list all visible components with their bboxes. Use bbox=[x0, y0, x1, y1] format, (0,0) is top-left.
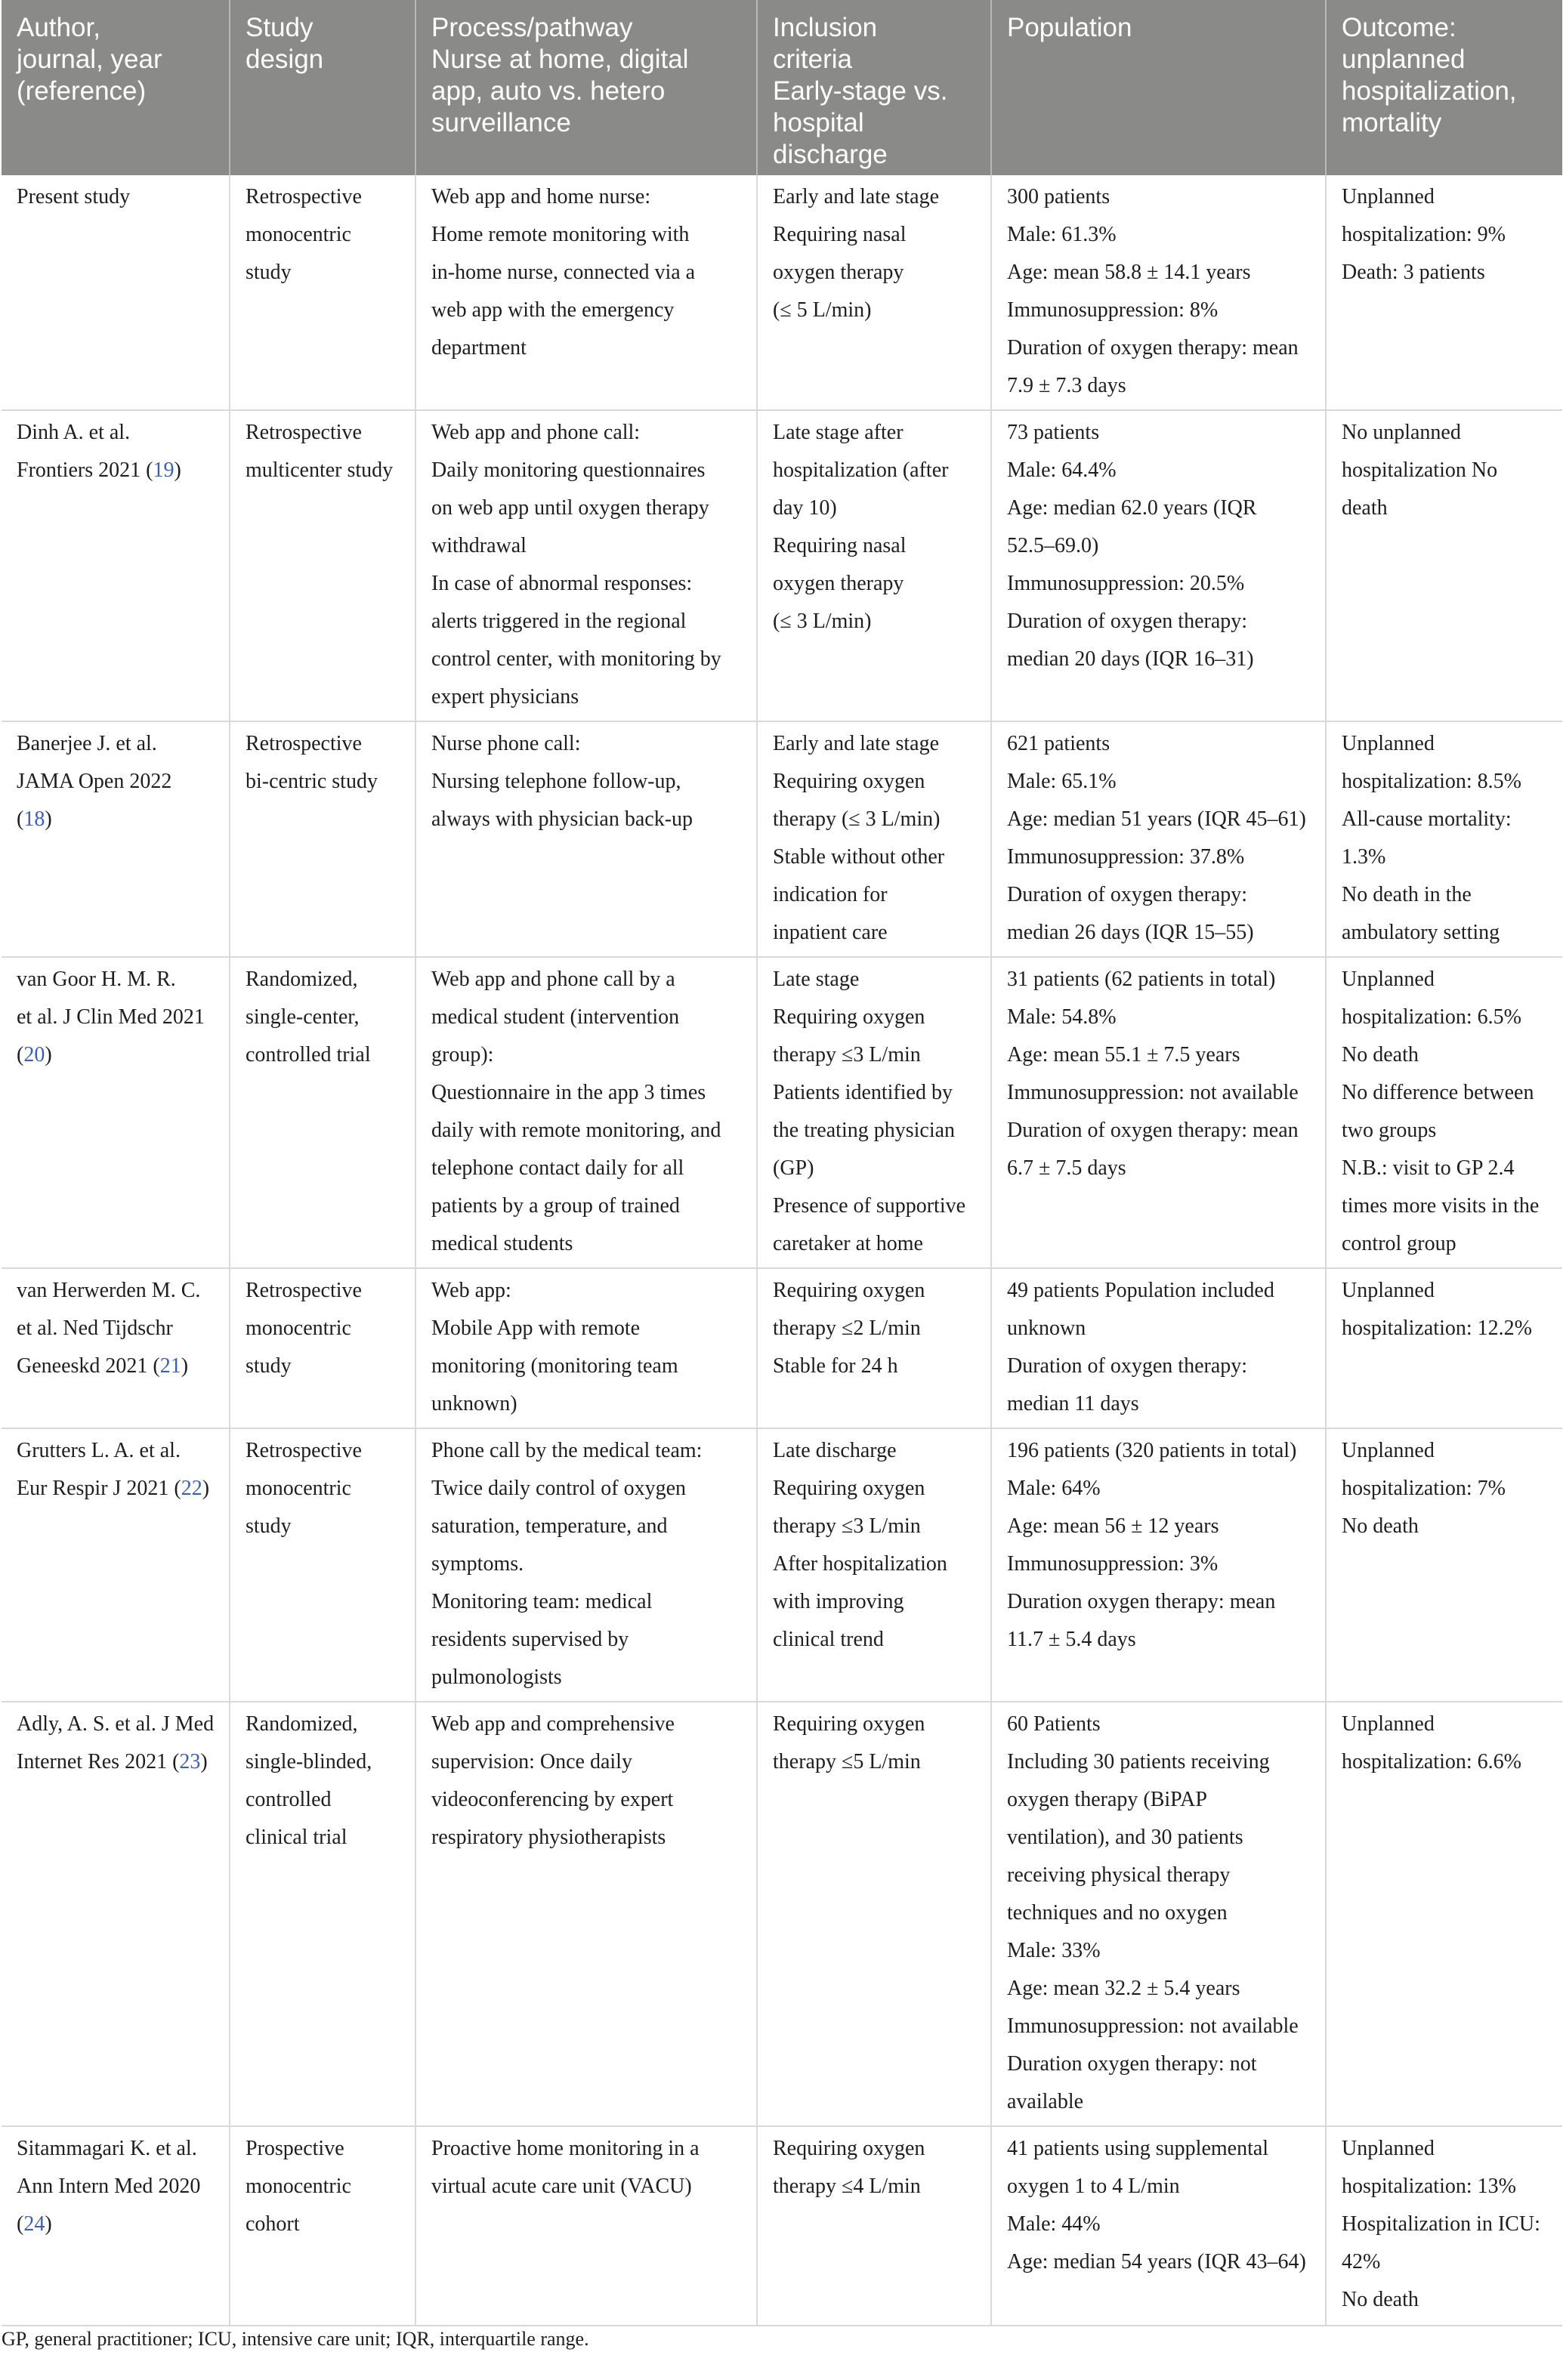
studies-comparison-table bbox=[2, 0, 1562, 2326]
cell-line: Male: 64.4% bbox=[1007, 458, 1117, 482]
cell-line: Internet Res 2021 (23) bbox=[17, 1750, 208, 1773]
cell-line: Unplanned bbox=[1342, 732, 1435, 755]
cell-population bbox=[991, 410, 1326, 721]
cell-line: Eur Respir J 2021 (22) bbox=[17, 1477, 210, 1500]
cell-author bbox=[2, 721, 230, 957]
cell-line: Grutters L. A. et al. bbox=[17, 1439, 181, 1462]
cell-line: Duration of oxygen therapy: bbox=[1007, 1354, 1248, 1378]
cell-line: No death bbox=[1342, 2288, 1419, 2311]
cell-line: therapy ≤3 L/min bbox=[773, 1514, 921, 1538]
cell-line: the treating physician bbox=[773, 1119, 956, 1142]
cell-author bbox=[2, 1428, 230, 1702]
header-line: surveillance bbox=[431, 108, 571, 137]
cell-line: monocentric bbox=[246, 223, 351, 246]
cell-line: Unplanned bbox=[1342, 185, 1435, 208]
cell-line: Retrospective bbox=[246, 185, 362, 208]
cell-line: All-cause mortality: bbox=[1342, 807, 1512, 831]
cell-line: hospitalization: 9% bbox=[1342, 223, 1506, 246]
cell-line: Phone call by the medical team: bbox=[431, 1439, 703, 1462]
cell-line: Sitammagari K. et al. bbox=[17, 2137, 197, 2160]
cell-outcome bbox=[1326, 175, 1562, 410]
cell-line: Immunosuppression: 8% bbox=[1007, 298, 1219, 322]
cell-line: withdrawal bbox=[431, 534, 527, 557]
cell-outcome bbox=[1326, 1702, 1562, 2126]
cell-line: therapy ≤5 L/min bbox=[773, 1750, 921, 1773]
cell-line: clinical trend bbox=[773, 1628, 884, 1651]
header-line: app, auto vs. hetero bbox=[431, 76, 666, 106]
cell-line: bi-centric study bbox=[246, 770, 378, 793]
cell-process bbox=[415, 1268, 757, 1428]
header-line: unplanned bbox=[1342, 45, 1466, 74]
cell-line: In case of abnormal responses: bbox=[431, 572, 693, 595]
cell-line: respiratory physiotherapists bbox=[431, 1826, 666, 1849]
cell-population bbox=[991, 1428, 1326, 1702]
cell-line: 31 patients (62 patients in total) bbox=[1007, 968, 1276, 991]
cell-line: medical students bbox=[431, 1232, 573, 1255]
cell-line: hospitalization No bbox=[1342, 458, 1498, 482]
cell-line: day 10) bbox=[773, 496, 837, 520]
cell-line: Age: mean 58.8 ± 14.1 years bbox=[1007, 261, 1251, 284]
cell-line: JAMA Open 2022 bbox=[17, 770, 172, 793]
cell-line: control group bbox=[1342, 1232, 1456, 1255]
cell-line: Requiring oxygen bbox=[773, 1712, 925, 1736]
cell-line: supervision: Once daily bbox=[431, 1750, 632, 1773]
cell-line: Web app and home nurse: bbox=[431, 185, 651, 208]
cell-line: Present study bbox=[17, 185, 131, 208]
cell-line: median 20 days (IQR 16–31) bbox=[1007, 647, 1254, 671]
cell-study-design bbox=[230, 1268, 415, 1428]
cell-line: Including 30 patients receiving bbox=[1007, 1750, 1270, 1773]
cell-line: monocentric bbox=[246, 1477, 351, 1500]
cell-line: Daily monitoring questionnaires bbox=[431, 458, 706, 482]
cell-line: therapy ≤3 L/min bbox=[773, 1043, 921, 1067]
cell-author bbox=[2, 175, 230, 410]
cell-line: hospitalization: 6.6% bbox=[1342, 1750, 1521, 1773]
cell-population bbox=[991, 175, 1326, 410]
cell-line: oxygen 1 to 4 L/min bbox=[1007, 2175, 1180, 2198]
cell-line: Age: mean 55.1 ± 7.5 years bbox=[1007, 1043, 1240, 1067]
cell-study-design bbox=[230, 2126, 415, 2326]
table-row bbox=[2, 2126, 1562, 2326]
cell-line: (≤ 5 L/min) bbox=[773, 298, 872, 322]
cell-line: 300 patients bbox=[1007, 185, 1110, 208]
cell-author bbox=[2, 1268, 230, 1428]
cell-line: Immunosuppression: 3% bbox=[1007, 1552, 1219, 1576]
cell-line: Unplanned bbox=[1342, 1439, 1435, 1462]
cell-line: 11.7 ± 5.4 days bbox=[1007, 1628, 1136, 1651]
cell-line: web app with the emergency bbox=[431, 298, 675, 322]
cell-population bbox=[991, 1268, 1326, 1428]
cell-line: Proactive home monitoring in a bbox=[431, 2137, 700, 2160]
cell-inclusion bbox=[757, 1428, 991, 1702]
cell-line: Requiring oxygen bbox=[773, 1477, 925, 1500]
cell-line: Unplanned bbox=[1342, 1712, 1435, 1736]
cell-line: 7.9 ± 7.3 days bbox=[1007, 374, 1126, 397]
cell-line: Requiring nasal bbox=[773, 534, 907, 557]
cell-study-design bbox=[230, 1428, 415, 1702]
cell-line: Duration of oxygen therapy: bbox=[1007, 883, 1248, 906]
cell-line: monocentric bbox=[246, 1317, 351, 1340]
cell-line: Unplanned bbox=[1342, 2137, 1435, 2160]
cell-line: 42% bbox=[1342, 2250, 1381, 2274]
cell-line: Duration oxygen therapy: mean bbox=[1007, 1590, 1276, 1613]
cell-process bbox=[415, 721, 757, 957]
header-population bbox=[991, 0, 1326, 175]
cell-outcome bbox=[1326, 721, 1562, 957]
cell-line: daily with remote monitoring, and bbox=[431, 1119, 721, 1142]
cell-line: (≤ 3 L/min) bbox=[773, 610, 872, 633]
cell-line: Retrospective bbox=[246, 1279, 362, 1302]
cell-line: hospitalization: 6.5% bbox=[1342, 1005, 1521, 1029]
cell-inclusion bbox=[757, 1268, 991, 1428]
header-row bbox=[2, 0, 1562, 175]
cell-study-design bbox=[230, 410, 415, 721]
cell-line: unknown) bbox=[431, 1392, 517, 1415]
cell-inclusion bbox=[757, 721, 991, 957]
cell-line: monitoring (monitoring team bbox=[431, 1354, 678, 1378]
cell-line: Randomized, bbox=[246, 1712, 358, 1736]
cell-process bbox=[415, 175, 757, 410]
cell-outcome bbox=[1326, 1428, 1562, 1702]
cell-inclusion bbox=[757, 957, 991, 1268]
cell-line: van Goor H. M. R. bbox=[17, 968, 176, 991]
header-line: hospitalization, bbox=[1342, 76, 1517, 106]
header-study-design bbox=[230, 0, 415, 175]
cell-line: Nurse phone call: bbox=[431, 732, 581, 755]
reference-link[interactable]: 22 bbox=[181, 1477, 202, 1500]
reference-link[interactable]: 23 bbox=[179, 1750, 201, 1773]
cell-line: Retrospective bbox=[246, 732, 362, 755]
cell-inclusion bbox=[757, 1702, 991, 2126]
cell-line: Early and late stage bbox=[773, 185, 940, 208]
cell-line: Age: mean 32.2 ± 5.4 years bbox=[1007, 1977, 1240, 2000]
header-line: criteria bbox=[773, 45, 853, 74]
cell-author bbox=[2, 410, 230, 721]
cell-line: Duration of oxygen therapy: mean bbox=[1007, 336, 1299, 360]
cell-line: median 11 days bbox=[1007, 1392, 1139, 1415]
cell-line: 52.5–69.0) bbox=[1007, 534, 1099, 557]
cell-line: study bbox=[246, 1354, 292, 1378]
cell-line: receiving physical therapy bbox=[1007, 1863, 1231, 1887]
header-line: journal, year bbox=[17, 45, 162, 74]
cell-line: caretaker at home bbox=[773, 1232, 923, 1255]
cell-population bbox=[991, 2126, 1326, 2326]
table-body bbox=[2, 175, 1562, 2326]
cell-line: Male: 65.1% bbox=[1007, 770, 1117, 793]
cell-line: 621 patients bbox=[1007, 732, 1110, 755]
cell-line: Duration of oxygen therapy: bbox=[1007, 610, 1248, 633]
cell-line: Immunosuppression: 37.8% bbox=[1007, 845, 1245, 869]
cell-line: monocentric bbox=[246, 2175, 351, 2198]
cell-line: hospitalization: 13% bbox=[1342, 2175, 1516, 2198]
cell-line: Dinh A. et al. bbox=[17, 421, 131, 444]
cell-outcome bbox=[1326, 410, 1562, 721]
cell-line: oxygen therapy bbox=[773, 572, 904, 595]
cell-line: (20) bbox=[17, 1043, 52, 1067]
header-line: Population bbox=[1007, 13, 1132, 42]
cell-line: Geneeskd 2021 (21) bbox=[17, 1354, 189, 1378]
cell-study-design bbox=[230, 175, 415, 410]
cell-line: Unplanned bbox=[1342, 1279, 1435, 1302]
cell-line: medical student (intervention bbox=[431, 1005, 680, 1029]
cell-line: Questionnaire in the app 3 times bbox=[431, 1081, 706, 1104]
cell-line: (GP) bbox=[773, 1156, 814, 1180]
cell-line: Ann Intern Med 2020 bbox=[17, 2175, 201, 2198]
cell-line: hospitalization: 12.2% bbox=[1342, 1317, 1532, 1340]
cell-line: Patients identified by bbox=[773, 1081, 953, 1104]
cell-outcome bbox=[1326, 1268, 1562, 1428]
cell-line: with improving bbox=[773, 1590, 904, 1613]
cell-line: Web app and comprehensive bbox=[431, 1712, 675, 1736]
cell-line: Twice daily control of oxygen bbox=[431, 1477, 687, 1500]
cell-line: Immunosuppression: not available bbox=[1007, 2014, 1299, 2038]
cell-author bbox=[2, 2126, 230, 2326]
cell-line: Hospitalization in ICU: bbox=[1342, 2212, 1540, 2236]
cell-line: Banerjee J. et al. bbox=[17, 732, 157, 755]
header-outcome bbox=[1326, 0, 1562, 175]
cell-line: hospitalization: 8.5% bbox=[1342, 770, 1521, 793]
cell-line: available bbox=[1007, 2090, 1084, 2113]
cell-line: Requiring oxygen bbox=[773, 1005, 925, 1029]
cell-line: Requiring oxygen bbox=[773, 770, 925, 793]
cell-line: unknown bbox=[1007, 1317, 1086, 1340]
cell-line: single-center, bbox=[246, 1005, 360, 1029]
cell-study-design bbox=[230, 957, 415, 1268]
cell-line: Retrospective bbox=[246, 421, 362, 444]
cell-line: median 26 days (IQR 15–55) bbox=[1007, 921, 1254, 944]
table-header bbox=[2, 0, 1562, 175]
table-row bbox=[2, 1268, 1562, 1428]
cell-line: Prospective bbox=[246, 2137, 344, 2160]
cell-line: indication for bbox=[773, 883, 888, 906]
cell-line: Web app and phone call by a bbox=[431, 968, 675, 991]
cell-inclusion bbox=[757, 175, 991, 410]
cell-line: Male: 44% bbox=[1007, 2212, 1101, 2236]
cell-line: in-home nurse, connected via a bbox=[431, 261, 696, 284]
cell-author bbox=[2, 1702, 230, 2126]
cell-inclusion bbox=[757, 410, 991, 721]
table-row bbox=[2, 1702, 1562, 2126]
header-line: (reference) bbox=[17, 76, 147, 106]
cell-line: Immunosuppression: 20.5% bbox=[1007, 572, 1245, 595]
cell-line: 60 Patients bbox=[1007, 1712, 1101, 1736]
cell-line: clinical trial bbox=[246, 1826, 348, 1849]
cell-line: Age: median 54 years (IQR 43–64) bbox=[1007, 2250, 1306, 2274]
cell-process bbox=[415, 410, 757, 721]
cell-population bbox=[991, 957, 1326, 1268]
cell-line: et al. Ned Tijdschr bbox=[17, 1317, 173, 1340]
cell-process bbox=[415, 1428, 757, 1702]
header-line: Nurse at home, digital bbox=[431, 45, 689, 74]
cell-line: 6.7 ± 7.5 days bbox=[1007, 1156, 1126, 1180]
cell-process bbox=[415, 957, 757, 1268]
cell-line: control center, with monitoring by bbox=[431, 647, 721, 671]
reference-link[interactable]: 20 bbox=[23, 1043, 45, 1067]
header-line: Process/pathway bbox=[431, 13, 633, 42]
cell-line: Duration oxygen therapy: not bbox=[1007, 2052, 1257, 2076]
cell-line: Web app and phone call: bbox=[431, 421, 641, 444]
cell-line: Death: 3 patients bbox=[1342, 261, 1485, 284]
cell-line: inpatient care bbox=[773, 921, 888, 944]
cell-line: Unplanned bbox=[1342, 968, 1435, 991]
cell-line: N.B.: visit to GP 2.4 bbox=[1342, 1156, 1515, 1180]
header-line: Study bbox=[246, 13, 314, 42]
cell-line: two groups bbox=[1342, 1119, 1437, 1142]
reference-link[interactable]: 21 bbox=[159, 1354, 181, 1378]
header-line: Author, bbox=[17, 13, 100, 42]
cell-line: times more visits in the bbox=[1342, 1194, 1540, 1218]
cell-line: Age: mean 56 ± 12 years bbox=[1007, 1514, 1219, 1538]
cell-study-design bbox=[230, 721, 415, 957]
header-line: mortality bbox=[1342, 108, 1442, 137]
cell-line: ambulatory setting bbox=[1342, 921, 1500, 944]
cell-line: Requiring oxygen bbox=[773, 2137, 925, 2160]
cell-outcome bbox=[1326, 2126, 1562, 2326]
cell-line: Age: median 62.0 years (IQR bbox=[1007, 496, 1257, 520]
cell-line: 41 patients using supplemental bbox=[1007, 2137, 1269, 2160]
cell-line: No death bbox=[1342, 1514, 1419, 1538]
cell-line: Immunosuppression: not available bbox=[1007, 1081, 1299, 1104]
cell-line: No difference between bbox=[1342, 1081, 1534, 1104]
table-row bbox=[2, 957, 1562, 1268]
header-author bbox=[2, 0, 230, 175]
cell-line: expert physicians bbox=[431, 685, 579, 708]
cell-line: cohort bbox=[246, 2212, 300, 2236]
cell-line: hospitalization: 7% bbox=[1342, 1477, 1506, 1500]
cell-line: ventilation), and 30 patients bbox=[1007, 1826, 1243, 1849]
cell-inclusion bbox=[757, 2126, 991, 2326]
reference-link[interactable]: 19 bbox=[153, 458, 175, 482]
reference-link[interactable]: 18 bbox=[23, 807, 45, 831]
cell-line: videoconferencing by expert bbox=[431, 1788, 674, 1811]
cell-line: Home remote monitoring with bbox=[431, 223, 690, 246]
table-row bbox=[2, 1428, 1562, 1702]
cell-line: After hospitalization bbox=[773, 1552, 947, 1576]
cell-line: single-blinded, bbox=[246, 1750, 372, 1773]
cell-line: Male: 61.3% bbox=[1007, 223, 1117, 246]
table-row bbox=[2, 721, 1562, 957]
cell-line: Male: 54.8% bbox=[1007, 1005, 1117, 1029]
cell-line: Age: median 51 years (IQR 45–61) bbox=[1007, 807, 1306, 831]
cell-process bbox=[415, 2126, 757, 2326]
cell-line: et al. J Clin Med 2021 bbox=[17, 1005, 205, 1029]
header-line: hospital bbox=[773, 108, 864, 137]
cell-line: symptoms. bbox=[431, 1552, 524, 1576]
cell-line: oxygen therapy bbox=[773, 261, 904, 284]
header-line: Outcome: bbox=[1342, 13, 1456, 42]
cell-line: (18) bbox=[17, 807, 52, 831]
cell-line: Randomized, bbox=[246, 968, 358, 991]
header-line: design bbox=[246, 45, 324, 74]
cell-line: techniques and no oxygen bbox=[1007, 1901, 1228, 1925]
cell-line: always with physician back-up bbox=[431, 807, 693, 831]
cell-line: study bbox=[246, 261, 292, 284]
cell-line: pulmonologists bbox=[431, 1665, 562, 1689]
cell-line: patients by a group of trained bbox=[431, 1194, 680, 1218]
cell-line: Mobile App with remote bbox=[431, 1317, 641, 1340]
cell-line: Frontiers 2021 (19) bbox=[17, 458, 181, 482]
cell-line: Stable without other bbox=[773, 845, 945, 869]
cell-line: Male: 64% bbox=[1007, 1477, 1101, 1500]
cell-line: department bbox=[431, 336, 527, 360]
cell-line: Stable for 24 h bbox=[773, 1354, 898, 1378]
cell-line: Duration of oxygen therapy: mean bbox=[1007, 1119, 1299, 1142]
cell-line: 1.3% bbox=[1342, 845, 1386, 869]
cell-line: controlled bbox=[246, 1788, 332, 1811]
header-inclusion-criteria bbox=[757, 0, 991, 175]
cell-line: controlled trial bbox=[246, 1043, 371, 1067]
cell-outcome bbox=[1326, 957, 1562, 1268]
cell-line: 196 patients (320 patients in total) bbox=[1007, 1439, 1297, 1462]
cell-line: residents supervised by bbox=[431, 1628, 629, 1651]
cell-line: alerts triggered in the regional bbox=[431, 610, 687, 633]
cell-line: No death in the bbox=[1342, 883, 1472, 906]
cell-line: therapy ≤2 L/min bbox=[773, 1317, 921, 1340]
cell-population bbox=[991, 721, 1326, 957]
cell-line: Adly, A. S. et al. J Med bbox=[17, 1712, 215, 1736]
cell-line: Requiring oxygen bbox=[773, 1279, 925, 1302]
cell-line: group): bbox=[431, 1043, 494, 1067]
cell-line: Presence of supportive bbox=[773, 1194, 966, 1218]
cell-line: death bbox=[1342, 496, 1388, 520]
cell-line: (24) bbox=[17, 2212, 52, 2236]
cell-line: Late stage bbox=[773, 968, 860, 991]
cell-line: saturation, temperature, and bbox=[431, 1514, 668, 1538]
cell-line: Late discharge bbox=[773, 1439, 897, 1462]
cell-process bbox=[415, 1702, 757, 2126]
table-footnote: GP, general practitioner; ICU, intensive care unit; IQR, interquartile range. bbox=[2, 2328, 589, 2350]
cell-line: No death bbox=[1342, 1043, 1419, 1067]
cell-line: Male: 33% bbox=[1007, 1939, 1101, 1962]
header-line: Inclusion bbox=[773, 13, 878, 42]
table-row bbox=[2, 175, 1562, 410]
cell-line: van Herwerden M. C. bbox=[17, 1279, 201, 1302]
cell-line: multicenter study bbox=[246, 458, 394, 482]
cell-population bbox=[991, 1702, 1326, 2126]
cell-line: Early and late stage bbox=[773, 732, 940, 755]
cell-line: study bbox=[246, 1514, 292, 1538]
cell-line: Web app: bbox=[431, 1279, 511, 1302]
cell-author bbox=[2, 957, 230, 1268]
cell-line: oxygen therapy (BiPAP bbox=[1007, 1788, 1207, 1811]
cell-line: virtual acute care unit (VACU) bbox=[431, 2175, 692, 2198]
cell-line: No unplanned bbox=[1342, 421, 1461, 444]
table-row bbox=[2, 410, 1562, 721]
cell-line: Nursing telephone follow-up, bbox=[431, 770, 681, 793]
header-line: discharge bbox=[773, 140, 888, 169]
cell-line: Requiring nasal bbox=[773, 223, 907, 246]
cell-study-design bbox=[230, 1702, 415, 2126]
cell-line: Monitoring team: medical bbox=[431, 1590, 653, 1613]
cell-line: telephone contact daily for all bbox=[431, 1156, 684, 1180]
cell-line: 73 patients bbox=[1007, 421, 1100, 444]
cell-line: therapy (≤ 3 L/min) bbox=[773, 807, 941, 831]
cell-line: Retrospective bbox=[246, 1439, 362, 1462]
cell-line: hospitalization (after bbox=[773, 458, 949, 482]
header-line: Early-stage vs. bbox=[773, 76, 948, 106]
cell-line: on web app until oxygen therapy bbox=[431, 496, 709, 520]
cell-line: therapy ≤4 L/min bbox=[773, 2175, 921, 2198]
header-process-pathway bbox=[415, 0, 757, 175]
cell-line: 49 patients Population included bbox=[1007, 1279, 1274, 1302]
cell-line: Late stage after bbox=[773, 421, 904, 444]
reference-link[interactable]: 24 bbox=[23, 2212, 45, 2236]
